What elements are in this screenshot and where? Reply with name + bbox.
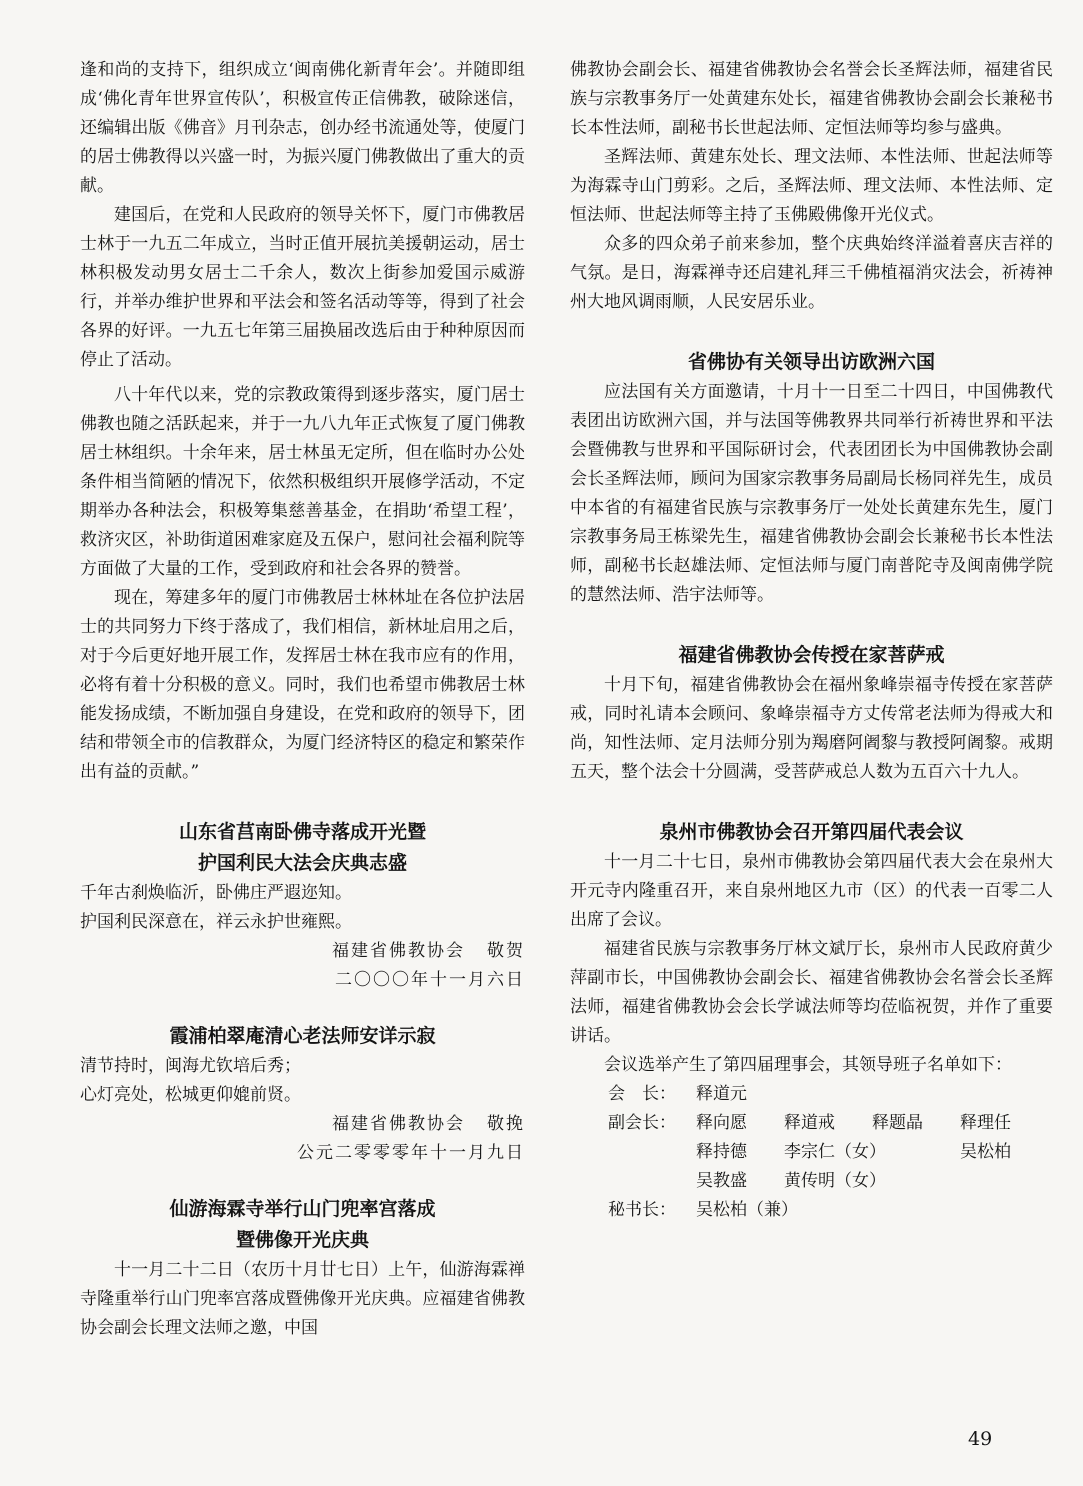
- left-column: [80, 56, 525, 1343]
- leader-name: 李宗仁（女）: [784, 1142, 886, 1162]
- vice-names: [696, 1109, 1053, 1196]
- leader-name: 吴松柏（兼）: [696, 1200, 798, 1220]
- signature-verb: 敬贺: [487, 941, 525, 961]
- paragraph: 八十年代以来，党的宗教政策得到逐步落实，厦门居士佛教也随之活跃起来，并于一九八九年正式恢复了厦门佛教居士林组织。十余年来，居士林虽无定所，但在临时办公处条件相当简陋的情况下，依然积极组织开展修学活动，不定期举办各种法会，积极筹集慈善基金，在捐助‘希望工程’，救济灾区，补助街道困难家庭及五保户，慰问社会福利院等方面做了大量的工作，受到政府和社会各界的赞誉。: [80, 385, 525, 579]
- paragraph: 十一月二十二日（农历十月廿七日）上午，仙游海霖禅寺隆重举行山门兜率宫落成暨佛像开光庆典。应福建省佛教协会副会长理文法师之邀，中国: [80, 1260, 525, 1338]
- couplet-line: 清节持时，闽海尤钦培后秀；: [80, 1056, 301, 1076]
- paragraph: 圣辉法师、黄建东处长、理文法师、本性法师、世起法师等为海霖寺山门剪彩。之后，圣辉法师、理文法师、本性法师、定恒法师、世起法师等主持了玉佛殿佛像开光仪式。: [570, 147, 1053, 225]
- signature-line: [80, 937, 525, 966]
- leader-name: 释向愿: [696, 1113, 747, 1133]
- paragraph: 佛教协会副会长、福建省佛教协会名誉会长圣辉法师，福建省民族与宗教事务厅一处黄建东处长，福建省佛教协会副会长兼秘书长本性法师，副秘书长世起法师、定恒法师等均参与盛典。: [570, 60, 1053, 138]
- paragraph: 应法国有关方面邀请，十月十一日至二十四日，中国佛教代表团出访欧洲六国，并与法国等佛教界共同举行祈祷世界和平法会暨佛教与世界和平国际研讨会，代表团团长为中国佛教协会副会长圣辉法师，顾问为国家宗教事务局副局长杨同祥先生，成员中本省的有福建省民族与宗教事务厅一处处长黄建东先生，厦门宗教事务局王栋梁先生，福建省佛教协会副会长兼秘书长本性法师，副秘书长赵雄法师、定恒法师与厦门南普陀寺及闽南佛学院的慧然法师、浩宇法师等。: [570, 382, 1053, 605]
- paragraph: 众多的四众弟子前来参加，整个庆典始终洋溢着喜庆吉祥的气氛。是日，海霖禅寺还启建礼拜三千佛植福消灾法会，祈祷神州大地风调雨顺，人民安居乐业。: [570, 234, 1053, 312]
- section-title: 暨佛像开光庆典: [235, 1229, 369, 1251]
- leader-row-secretary: [608, 1196, 1053, 1225]
- signature-date: 公元二零零零年十一月九日: [297, 1143, 525, 1163]
- paragraph: 十一月二十七日，泉州市佛教协会第四届代表大会在泉州大开元寺内隆重召开，来自泉州地区九市（区）的代表一百零二人出席了会议。: [570, 852, 1053, 930]
- section-title: 护国利民大法会庆典志盛: [197, 852, 407, 874]
- leader-row-president: [608, 1080, 1053, 1109]
- section-title: 泉州市佛教协会召开第四届代表会议: [659, 821, 964, 843]
- section-title: 霞浦柏翠庵清心老法师安详示寂: [169, 1025, 436, 1047]
- leader-name: 释道戒: [784, 1113, 835, 1133]
- leader-name: 释题晶: [872, 1113, 923, 1133]
- paragraph: 逢和尚的支持下，组织成立‘闽南佛化新青年会’。并随即组成‘佛化青年世界宣传队’，积极宣传正信佛教，破除迷信，还编辑出版《佛音》月刊杂志，创办经书流通处等，使厦门的居士佛教得以兴盛一时，为振兴厦门佛教做出了重大的贡献。: [80, 60, 525, 196]
- leader-name: 释道元: [696, 1084, 747, 1104]
- section-title: 仙游海霖寺举行山门兜率宫落成: [169, 1198, 436, 1220]
- paragraph: 建国后，在党和人民政府的领导关怀下，厦门市佛教居士林于一九五二年成立，当时正值开展抗美援朝运动，居士林积极发动男女居士二千余人，数次上街参加爱国示威游行，并举办维护世界和平法会和签名活动等等，得到了社会各界的好评。一九五七年第三届换届改选后由于种种原因而停止了活动。: [80, 205, 525, 370]
- paragraph: 会议选举产生了第四届理事会，其领导班子名单如下：: [604, 1055, 1012, 1075]
- leader-name: 吴松柏: [960, 1142, 1011, 1162]
- signature-org: 福建省佛教协会: [332, 941, 465, 961]
- section-title: 福建省佛教协会传授在家菩萨戒: [678, 644, 945, 666]
- couplet-line: 千年古刹焕临沂，卧佛庄严遐迩知。: [80, 883, 352, 903]
- signature-date: 二〇〇〇年十一月六日: [335, 970, 525, 990]
- right-column: [570, 56, 1053, 1225]
- leader-name: 吴教盛: [696, 1171, 747, 1191]
- role-label: 副会长：: [608, 1113, 676, 1133]
- leader-name: 释理任: [960, 1113, 1011, 1133]
- signature-verb: 敬挽: [487, 1114, 525, 1134]
- role-label: 秘书长：: [608, 1200, 676, 1220]
- paragraph: 福建省民族与宗教事务厅林文斌厅长，泉州市人民政府黄少萍副市长，中国佛教协会副会长、福建省佛教协会名誉会长圣辉法师，福建省佛教协会会长学诚法师等均莅临祝贺，并作了重要讲话。: [570, 939, 1053, 1046]
- signature-org: 福建省佛教协会: [332, 1114, 465, 1134]
- role-label: 会 长：: [608, 1084, 676, 1104]
- paragraph: 十月下旬，福建省佛教协会在福州象峰崇福寺传授在家菩萨戒，同时礼请本会顾问、象峰崇福寺方丈传常老法师为得戒大和尚，知性法师、定月法师分别为羯磨阿阇黎与教授阿阇黎。戒期五天，整个法会十分圆满，受菩萨戒总人数为五百六十九人。: [570, 675, 1053, 782]
- couplet-line: 心灯亮处，松城更仰媲前贤。: [80, 1085, 301, 1105]
- section-title: 省佛协有关领导出访欧洲六国: [687, 351, 935, 373]
- page-number: 49: [968, 1428, 993, 1450]
- couplet-line: 护国利民深意在，祥云永护世雍熙。: [80, 912, 352, 932]
- leader-name: 黄传明（女）: [784, 1171, 886, 1191]
- leader-name: 释持德: [696, 1142, 747, 1162]
- paragraph: 现在，筹建多年的厦门市佛教居士林林址在各位护法居士的共同努力下终于落成了，我们相信，新林址启用之后，对于今后更好地开展工作，发挥居士林在我市应有的作用，必将有着十分积极的意义。同时，我们也希望市佛教居士林能发扬成绩，不断加强自身建设，在党和政府的领导下，团结和带领全市的信教群众，为厦门经济特区的稳定和繁荣作出有益的贡献。”: [80, 588, 525, 782]
- signature-line: [80, 1110, 525, 1139]
- section-title: 山东省莒南卧佛寺落成开光暨: [178, 821, 426, 843]
- leader-row-vice: [608, 1109, 1053, 1196]
